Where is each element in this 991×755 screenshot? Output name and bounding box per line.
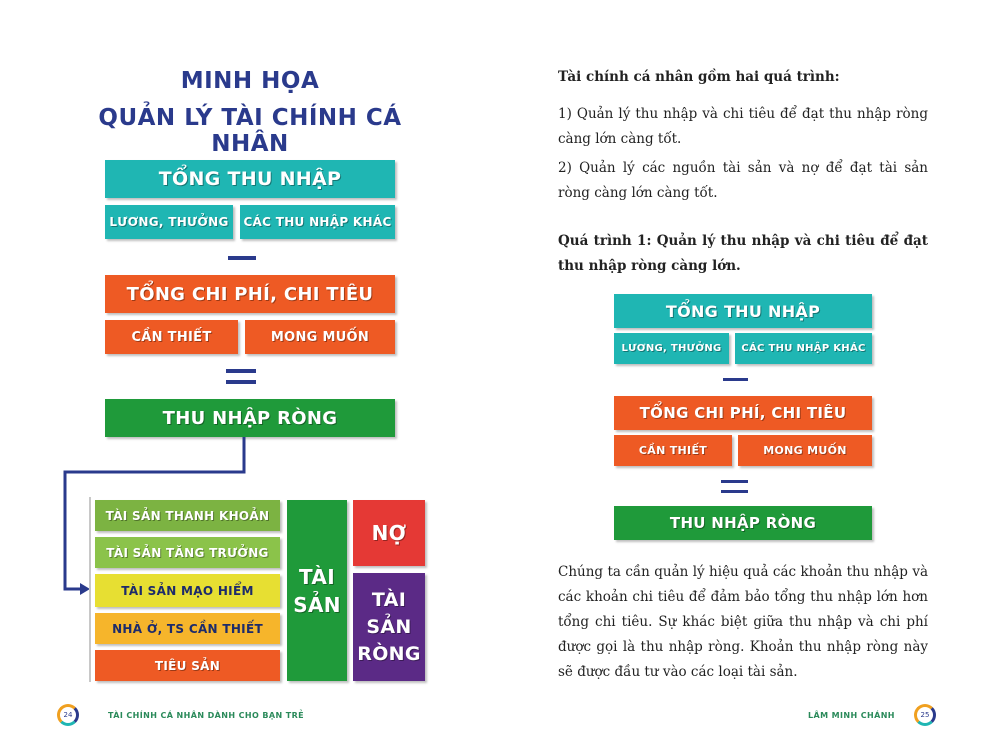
rt-desire-box: MONG MUỐN xyxy=(738,435,872,466)
rt-equals-sign-top xyxy=(721,480,748,483)
home-assets-box: NHÀ Ở, TS CẦN THIẾT xyxy=(95,613,280,644)
equals-sign-top xyxy=(226,369,256,373)
net-income-box: THU NHẬP RÒNG xyxy=(105,399,395,437)
right-page-number: 25 xyxy=(914,704,936,726)
net-assets-box: TÀI SẢN RÒNG xyxy=(353,573,425,681)
page-title-line1: MINH HỌA xyxy=(180,68,320,94)
list-item-2: 2) Quản lý các nguồn tài sản và nợ để đạt tài sản ròng càng lớn càng tốt. xyxy=(558,160,928,201)
rt-minus-sign xyxy=(723,378,748,381)
growth-assets-box: TÀI SẢN TĂNG TRƯỞNG xyxy=(95,537,280,568)
liquid-assets-box: TÀI SẢN THANH KHOẢN xyxy=(95,500,280,531)
desire-box: MONG MUỐN xyxy=(245,320,395,354)
right-footer-author: LÂM MINH CHÁNH xyxy=(808,711,895,720)
rt-necessary-box: CẦN THIẾT xyxy=(614,435,732,466)
rt-other-income-box: CÁC THU NHẬP KHÁC xyxy=(735,333,872,364)
body-paragraph: Chúng ta cần quản lý hiệu quả các khoản thu nhập và các khoản chi tiêu để đảm bảo tổng thu nhập lớn hơn tổng chi tiêu. Sự khác biệt giữa thu nhập và chi phí được gọi là thu nhập ròng. Khoản thu nhập ròng này sẽ được đầu tư vào các loại tài sản. xyxy=(558,564,928,680)
total-income-box: TỔNG THU NHẬP xyxy=(105,160,395,198)
list-item-1: 1) Quản lý thu nhập và chi tiêu để đạt thu nhập ròng càng lớn càng tốt. xyxy=(558,106,928,147)
risky-assets-box: TÀI SẢN MẠO HIỂM xyxy=(95,574,280,607)
rt-total-income-box: TỔNG THU NHẬP xyxy=(614,294,872,328)
debt-box: NỢ xyxy=(353,500,425,566)
page-title-line2: QUẢN LÝ TÀI CHÍNH CÁ NHÂN xyxy=(98,105,402,157)
left-page-number: 24 xyxy=(57,704,79,726)
intro-text: Tài chính cá nhân gồm hai quá trình: xyxy=(558,69,840,85)
bracket-line xyxy=(89,497,91,682)
assets-box: TÀI SẢN xyxy=(287,500,347,681)
salary-box: LƯƠNG, THƯỞNG xyxy=(105,205,233,239)
consumer-assets-box: TIÊU SẢN xyxy=(95,650,280,681)
left-footer-title: TÀI CHÍNH CÁ NHÂN DÀNH CHO BẠN TRẺ xyxy=(108,711,305,720)
minus-sign xyxy=(228,256,256,260)
total-expense-box: TỔNG CHI PHÍ, CHI TIÊU xyxy=(105,275,395,313)
rt-equals-sign-bottom xyxy=(721,490,748,493)
equals-sign-bottom xyxy=(226,380,256,384)
rt-total-expense-box: TỔNG CHI PHÍ, CHI TIÊU xyxy=(614,396,872,430)
process-1-heading: Quá trình 1: Quản lý thu nhập và chi tiêu để đạt thu nhập ròng càng lớn. xyxy=(558,233,928,274)
necessary-box: CẦN THIẾT xyxy=(105,320,238,354)
rt-salary-box: LƯƠNG, THƯỞNG xyxy=(614,333,729,364)
rt-net-income-box: THU NHẬP RÒNG xyxy=(614,506,872,540)
other-income-box: CÁC THU NHẬP KHÁC xyxy=(240,205,395,239)
